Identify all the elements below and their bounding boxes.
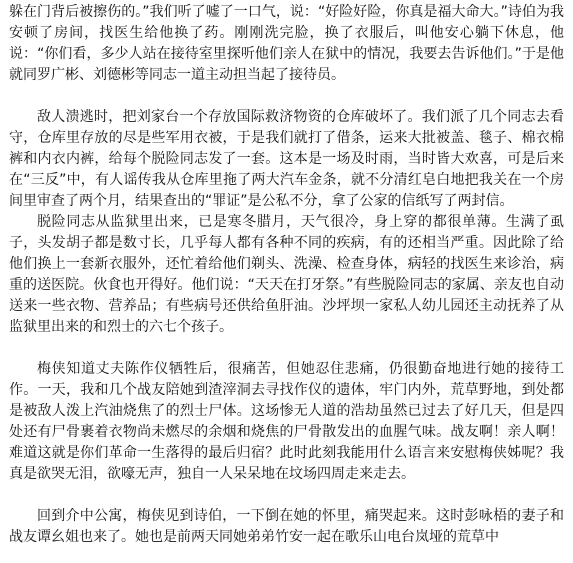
paragraph-warehouse: 敌人溃逃时，把刘家台一个存放国际救济物资的仓库破坏了。我们派了几个同志去看守，仓库里存放的尽是些军用衣被，于是我们就打了借条，运来大批被盖、毯子、棉衣棉裤和内衣内裤，给每个脱险同志发了一套。这本是一场及时雨，当时皆大欢喜，可是后来在“三反”中，有人谣传我从仓库里拖了两大汽车金条，就不分清红皂白地把我关在一个房间里审查了两个月，结果查出的“罪证”是公私不分，拿了公家的信纸写了两封信。: [9, 109, 564, 209]
paragraph-spacer: [9, 338, 564, 359]
paragraph-spacer: [9, 485, 564, 506]
document-text-column: [9, 2, 564, 548]
paragraph-meixia: 梅侠知道丈夫陈作仪牺牲后，很痛苦，但她忍住悲痛，仍很勤奋地进行她的接待工作。一天，我和几个战友陪她到渣滓洞去寻找作仪的遗体，牢门内外，荒草野地，到处都是被敌人泼上汽油烧焦了的烈士尸体。这场惨无人道的浩劫虽然已过去了好几天，但是四处还有尸骨裹着衣物尚未燃尽的余烟和烧焦的尸骨散发出的血腥气味。战友啊！亲人啊！难道这就是你们革命一生落得的最后归宿？此时此刻我能用什么语言来安慰梅侠姊呢？我真是欲哭无泪，欲嚎无声，独自一人呆呆地在坟场四周走来走去。: [9, 361, 564, 482]
paragraph-continued: 躲在门背后被擦伤的。”我们听了嘘了一口气，说：“好险好险，你真是福大命大。”诗伯为我安顿了房间，找医生给他换了药。刚刚洗完脸，换了衣服后，叫他安心躺下休息，他说：“你们看，多少人站在接待室里探听他们亲人在狱中的情况，我要去告诉他们。”于是他就同罗广彬、刘德彬等同志一道主动担当起了接待员。: [9, 4, 564, 83]
paragraph-spacer: [9, 86, 564, 107]
paragraph-rescued-comrades: 脱险同志从监狱里出来，已是寒冬腊月，天气很冷，身上穿的都很单薄。生满了虱子，头发胡子都是数寸长，几乎每人都有各种不同的疾病，有的还相当严重。因此除了给他们换上一套新衣服外，还忙着给他们剃头、洗澡、检查身体，病轻的找医生来诊治，病重的送医院。伙食也开得好。他们说：“天天在打牙祭。”有些脱险同志的家属、亲友也自动送来一些衣物、营养品；有些病号还供给鱼肝油。沙坪坝一家私人幼儿园还主动抚养了从监狱里出来的和烈士的六七个孩子。: [9, 214, 564, 335]
paragraph-return-apartment: 回到介中公寓，梅侠见到诗伯，一下倒在她的怀里，痛哭起来。这时彭咏梧的妻子和战友谭幺姐也来了。她也是前两天同她弟弟竹安一起在歌乐山电台岚垭的荒草中: [9, 508, 564, 545]
